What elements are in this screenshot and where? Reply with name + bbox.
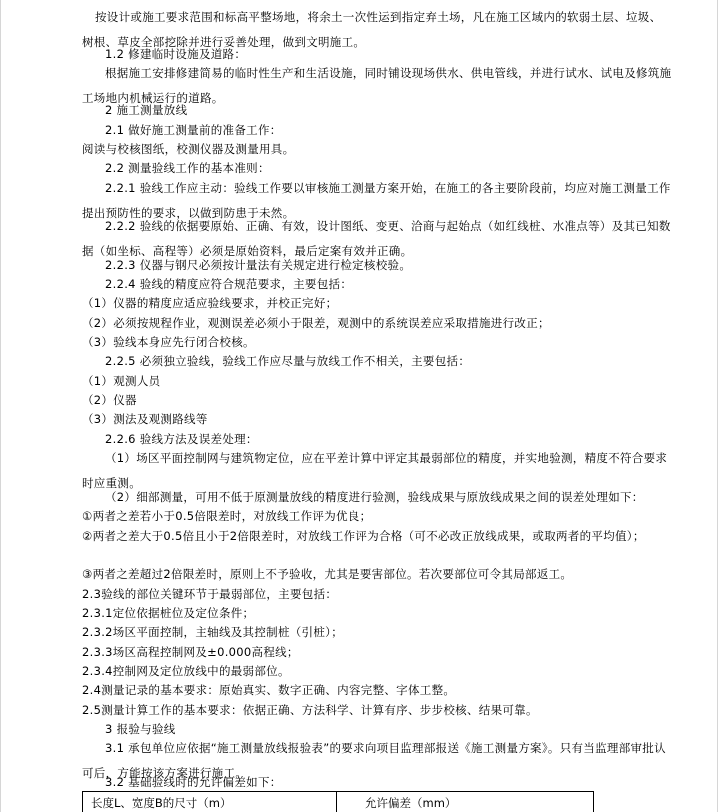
paragraph-2-2-2: 2.2.2 验线的依据要原始、正确、有效，设计图纸、变更、洽商与起始点（如红线桩、水准点等）及其已知数据（如坐标、高程等）必须是原始资料，最后定案有效并正确。 [82, 219, 671, 258]
list-item-2-2-5-1: （1）观测人员 [82, 374, 161, 388]
list-item-2-2-6-1: （1）场区平面控制网与建筑物定位，应在平差计算中评定其最弱部位的精度，并实地验测，精度不符合要求时应重测。 [82, 451, 668, 490]
paragraph-3-1: 3.1 承包单位应依据“施工测量放线报验表”的要求向项目监理部报送《施工测量方案》。只有当监理部审批认可后，方能按该方案进行施工。 [82, 741, 666, 780]
tolerance-table [82, 791, 594, 812]
list-item-2-2-6-2: （2）细部测量，可用不低于原测量放线的精度进行验测，验线成果与原放线成果之间的误差处理如下： [105, 490, 644, 504]
heading-2-1: 2.1 做好施工测量前的准备工作： [105, 123, 282, 137]
list-item-circle-2: ②两者之差大于0.5倍且小于2倍限差时，对放线工作评为合格（可不必改正放线成果，或取两者的平均值）； [82, 529, 645, 543]
paragraph-temporary-facilities: 根据施工安排修建简易的临时性生产和生活设施，同时铺设现场供水、供电管线，并进行试水、试电及修筑施工场地内机械运行的道路。 [82, 66, 672, 105]
paragraph-2-2-4: 2.2.4 验线的精度应符合规范要求，主要包括： [105, 277, 353, 291]
paragraph-preparation: 阅读与校核图纸，校测仪器及测量用具。 [82, 142, 295, 156]
heading-2-2: 2.2 测量验线工作的基本准则： [105, 161, 270, 175]
paragraph-2-3: 2.3验线的部位关键环节于最弱部位，主要包括： [82, 587, 338, 601]
paragraph-2-2-6: 2.2.6 验线方法及误差处理： [105, 432, 258, 446]
heading-3: 3 报验与验线 [105, 722, 176, 736]
heading-2: 2 施工测量放线 [105, 103, 188, 117]
list-item-2-3-3: 2.3.3场区高程控制网及±0.000高程线； [82, 645, 299, 659]
list-item-2-3-1: 2.3.1定位依据桩位及定位条件； [82, 606, 255, 620]
list-item-circle-3: ③两者之差超过2倍限差时，原则上不予验收，尤其是要害部位。若次要部位可令其局部返工。 [82, 567, 573, 581]
table-header-dimension: 长度L、宽度B的尺寸（m） [83, 792, 337, 812]
paragraph-2-4: 2.4测量记录的基本要求：原始真实、数字正确、内容完整、字体工整。 [82, 683, 456, 697]
list-item-2-2-5-3: （3）测法及观测路线等 [82, 412, 208, 426]
list-item-circle-1: ①两者之差若小于0.5倍限差时，对放线工作评为优良； [82, 509, 372, 523]
list-item-2-2-4-2: （2）必须按规程作业，观测误差必须小于限差，观测中的系统误差应采取措施进行改正； [82, 316, 550, 330]
list-item-2-3-4: 2.3.4控制网及定位放线中的最弱部位。 [82, 664, 290, 678]
table-header-tolerance: 允许偏差（mm） [365, 796, 457, 810]
paragraph-2-2-3: 2.2.3 仪器与钢尺必须按计量法有关规定进行检定核校验。 [105, 258, 412, 272]
list-item-2-2-5-2: （2）仪器 [82, 393, 137, 407]
heading-1-2: 1.2 修建临时设施及道路： [105, 47, 247, 61]
list-item-2-2-4-3: （3）验线本身应先行闭合校核。 [82, 335, 255, 349]
list-item-2-3-2: 2.3.2场区平面控制，主轴线及其控制桩（引桩）； [82, 625, 344, 639]
page-border-left [0, 0, 1, 812]
list-item-2-2-4-1: （1）仪器的精度应适应验线要求，并校正完好； [82, 296, 338, 310]
paragraph-2-2-5: 2.2.5 必须独立验线，验线工作应尽量与放线工作不相关，主要包括： [105, 354, 471, 368]
paragraph-2-2-1: 2.2.1 验线工作应主动：验线工作要以审核施工测量方案开始，在施工的各主要阶段前，均应对施工测量工作提出预防性的要求，以做到防患于未然。 [82, 181, 671, 220]
paragraph-2-5: 2.5测量计算工作的基本要求：依据正确、方法科学、计算有序、步步校核、结果可靠。 [82, 703, 538, 717]
paragraph-site-leveling: 按设计或施工要求范围和标高平整场地，将余土一次性运到指定弃土场，凡在施工区域内的软弱土层、垃圾、树根、草皮全部挖除并进行妥善处理，做到文明施工。 [82, 10, 662, 49]
paragraph-3-2: 3.2 基础验线时的允许偏差如下： [105, 775, 282, 789]
